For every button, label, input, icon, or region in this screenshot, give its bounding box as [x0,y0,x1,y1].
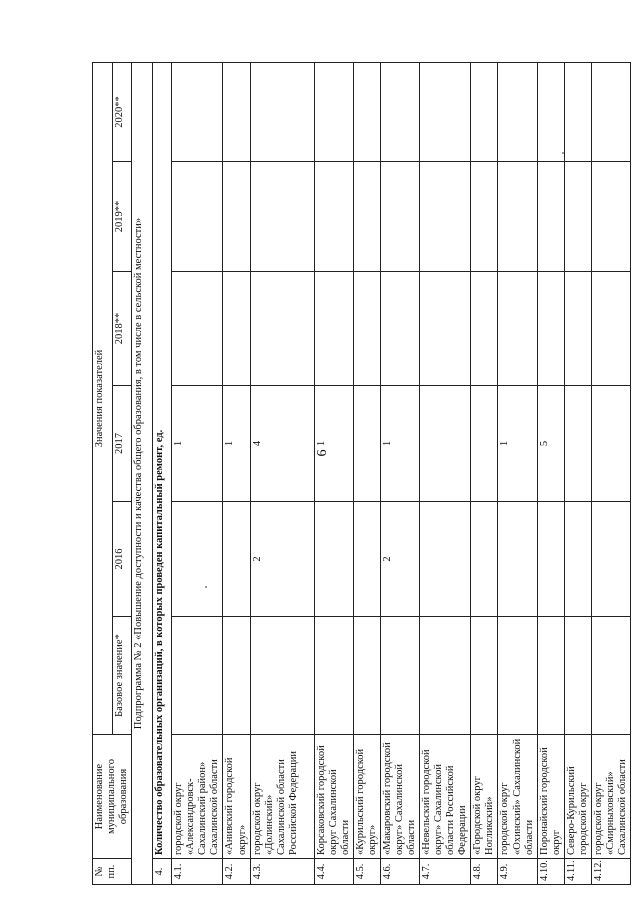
municipality-name: «Анивский городской округ» [223,735,250,859]
header-indicators: Значения показателей [93,63,113,735]
value-cell [471,272,498,386]
value-cell [314,272,353,386]
table-row [380,63,419,885]
header-municipality: Наименование муниципального образования [93,735,132,859]
table-row [172,63,223,885]
value-cell [420,617,471,735]
value-cell [353,386,380,502]
header-column: 2019** [113,162,132,272]
municipality-name: городской округ «Охинский» Сахалинской области [498,735,537,859]
value-cell [353,272,380,386]
row-number: 4.5. [353,859,380,885]
row-number: 4.8. [471,859,498,885]
row-number: 4.7. [420,859,471,885]
value-cell [564,617,591,735]
table-row [314,63,353,885]
value-cell [471,502,498,617]
value-cell [314,162,353,272]
value-cell [250,63,314,162]
value-cell [420,162,471,272]
value-cell [564,162,591,272]
municipality-name: Северо-Курильский городской округ [564,735,591,859]
value-cell [471,386,498,502]
table-row [353,63,380,885]
municipality-name: «Курильский городской округ» [353,735,380,859]
table-row [537,63,564,885]
value-cell [564,63,591,162]
value-cell [471,162,498,272]
value-cell [172,162,223,272]
value-cell [380,272,419,386]
value-cell [420,386,471,502]
section-number: 4. [153,859,172,885]
row-number: 4.10. [537,859,564,885]
value-cell: 2 [380,502,419,617]
value-cell [420,502,471,617]
value-cell: 1 [314,386,353,502]
value-cell [498,162,537,272]
header-column: 2016 [113,502,132,617]
value-cell [498,63,537,162]
value-cell [223,63,250,162]
value-cell [223,272,250,386]
value-cell [250,272,314,386]
value-cell [314,63,353,162]
value-cell [172,617,223,735]
value-cell: 4 [250,386,314,502]
row-number: 4.2. [223,859,250,885]
page-number: 6 [315,449,330,457]
header-column: 2020** [113,63,132,162]
value-cell [498,617,537,735]
value-cell [498,272,537,386]
table-row [564,63,591,885]
value-cell [353,63,380,162]
value-cell [380,63,419,162]
row-number: 4.4. [314,859,353,885]
value-cell [353,502,380,617]
value-cell [353,617,380,735]
value-cell [471,617,498,735]
value-cell [314,502,353,617]
value-cell [223,617,250,735]
row-number: 4.11. [564,859,591,885]
value-cell [564,272,591,386]
value-cell [250,162,314,272]
value-cell [172,63,223,162]
rotated-table-container [92,63,628,885]
row-number: 4.1. [172,859,223,885]
value-cell [537,272,564,386]
value-cell [591,502,630,617]
value-cell [537,63,564,162]
value-cell [223,162,250,272]
value-cell [537,617,564,735]
value-cell [591,386,630,502]
municipality-name: Корсаковский городской округ Сахалинской области [314,735,353,859]
table-row [250,63,314,885]
table-row [471,63,498,885]
value-cell [380,617,419,735]
value-cell: 1 [498,386,537,502]
value-cell: 1 [172,386,223,502]
value-cell [172,502,223,617]
value-cell [591,272,630,386]
municipality-name: «Макаровский городской округ» Сахалинской области [380,735,419,859]
indicator-title: Количество образовательных организаций, в которых проведен капитальный ремонт, ед. [153,63,172,859]
table-row [498,63,537,885]
municipality-name: «Невельский городской округ» Сахалинской области Российской Федерации [420,735,471,859]
value-cell [250,617,314,735]
value-cell [471,63,498,162]
municipality-name: городской округ «Долинский» Сахалинской области Российской Федерации [250,735,314,859]
table-row [223,63,250,885]
value-cell [564,502,591,617]
municipality-name: Поронайский городской округ [537,735,564,859]
value-cell [591,162,630,272]
value-cell [537,502,564,617]
value-cell [537,162,564,272]
value-cell [591,617,630,735]
header-column: Базовое значение* [113,617,132,735]
header-column: 2018** [113,272,132,386]
value-cell [591,63,630,162]
value-cell [353,162,380,272]
municipality-name: городской округ «Смирныховский» Сахалинской области [591,735,630,859]
value-cell: 1 [380,386,419,502]
municipality-name: городской округ «Александровск-Сахалинский район» Сахалинской области [172,735,223,859]
value-cell [420,63,471,162]
municipality-name: «Городской округ Ногликский» [471,735,498,859]
header-column: 2017 [113,386,132,502]
subprogram-title: Подпрограмма № 2 «Повышение доступности и качества общего образования, в том числе в сельской местности» [132,63,153,885]
value-cell [380,162,419,272]
value-cell [420,272,471,386]
row-number: 4.3. [250,859,314,885]
value-cell [172,272,223,386]
value-cell [564,386,591,502]
value-cell [498,502,537,617]
header-number: № пп. [93,859,132,885]
row-number: 4.12. [591,859,630,885]
indicators-table [92,62,631,885]
value-cell [223,502,250,617]
value-cell: 5 [537,386,564,502]
value-cell: 1 [223,386,250,502]
row-number: 4.6. [380,859,419,885]
value-cell: 2 [250,502,314,617]
row-number: 4.9. [498,859,537,885]
table-row [420,63,471,885]
value-cell [314,617,353,735]
table-row [591,63,630,885]
